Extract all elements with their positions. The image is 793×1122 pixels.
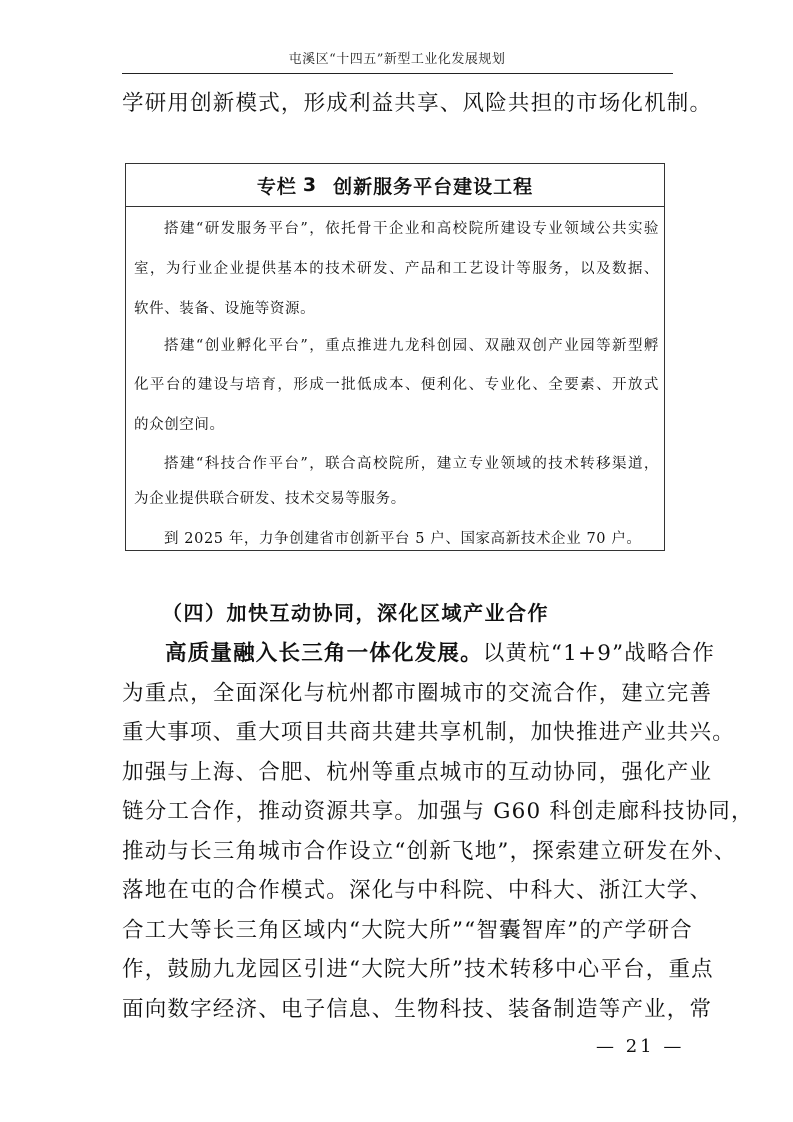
column-box-title-number: 3: [302, 174, 318, 196]
section-paragraph-line: 重大事项、重大项目共商共建共享机制，加快推进产业共兴。: [122, 720, 735, 745]
header-divider: [122, 73, 673, 74]
section-paragraph-line: 为重点，全面深化与杭州都市圈城市的交流合作，建立完善: [122, 681, 713, 706]
column-box-line: 为企业提供联合研发、技术交易等服务。: [134, 491, 406, 507]
section-paragraph-line: 面向数字经济、电子信息、生物科技、装备制造等产业，常: [122, 997, 713, 1022]
column-box-line: 软件、装备、设施等资源。: [134, 301, 316, 317]
section-paragraph-line: [122, 634, 716, 674]
column-box-line: 搭建“研发服务平台”，依托骨干企业和高校院所建设专业领域公共实验: [164, 221, 659, 237]
section-paragraph-line: 推动与长三角城市合作设立“创新飞地”，探索建立研发在外、: [122, 839, 737, 864]
column-box-title-text: 创新服务平台建设工程: [333, 175, 534, 198]
column-box-line: 到 2025 年，力争创建省市创新平台 5 户、国家高新技术企业 70 户。: [164, 531, 642, 547]
column-box: [125, 163, 665, 551]
section-paragraph-line: 加强与上海、合肥、杭州等重点城市的互动协同，强化产业: [122, 760, 713, 785]
column-box-title-prefix: 专栏: [256, 175, 297, 198]
intro-paragraph-line: 学研用创新模式，形成利益共享、风险共担的市场化机制。: [122, 91, 713, 116]
column-box-line: 化平台的建设与培育，形成一批低成本、便利化、专业化、全要素、开放式: [134, 377, 659, 393]
column-box-line: 搭建“科技合作平台”，联合高校院所，建立专业领域的技术转移渠道，: [164, 456, 659, 472]
column-box-line: 室，为行业企业提供基本的技术研发、产品和工艺设计等服务，以及数据、: [134, 261, 659, 277]
column-box-line: 的众创空间。: [134, 417, 225, 433]
page-number: — 21 —: [596, 1036, 685, 1057]
column-box-title: [126, 164, 664, 207]
section-paragraph-line: 链分工合作，推动资源共享。加强与 G60 科创走廊科技协同，: [122, 799, 754, 824]
section-heading: （四）加快互动协同，深化区域产业合作: [162, 601, 549, 625]
section-paragraph-line: 落地在屯的合作模式。深化与中科院、中科大、浙江大学、: [122, 878, 713, 903]
section-first-line-rest: 以黄杭“1+9”战略合作: [482, 641, 716, 666]
column-box-line: 搭建“创业孵化平台”，重点推进九龙科创园、双融双创产业园等新型孵: [164, 338, 659, 354]
section-paragraph-line: 作，鼓励九龙园区引进“大院大所”技术转移中心平台，重点: [122, 957, 714, 982]
section-lead-phrase: 高质量融入长三角一体化发展。: [165, 641, 483, 666]
section-paragraph-line: 合工大等长三角区域内“大院大所”“智囊智库”的产学研合: [122, 918, 693, 943]
running-header: 屯溪区“十四五”新型工业化发展规划: [288, 52, 506, 67]
